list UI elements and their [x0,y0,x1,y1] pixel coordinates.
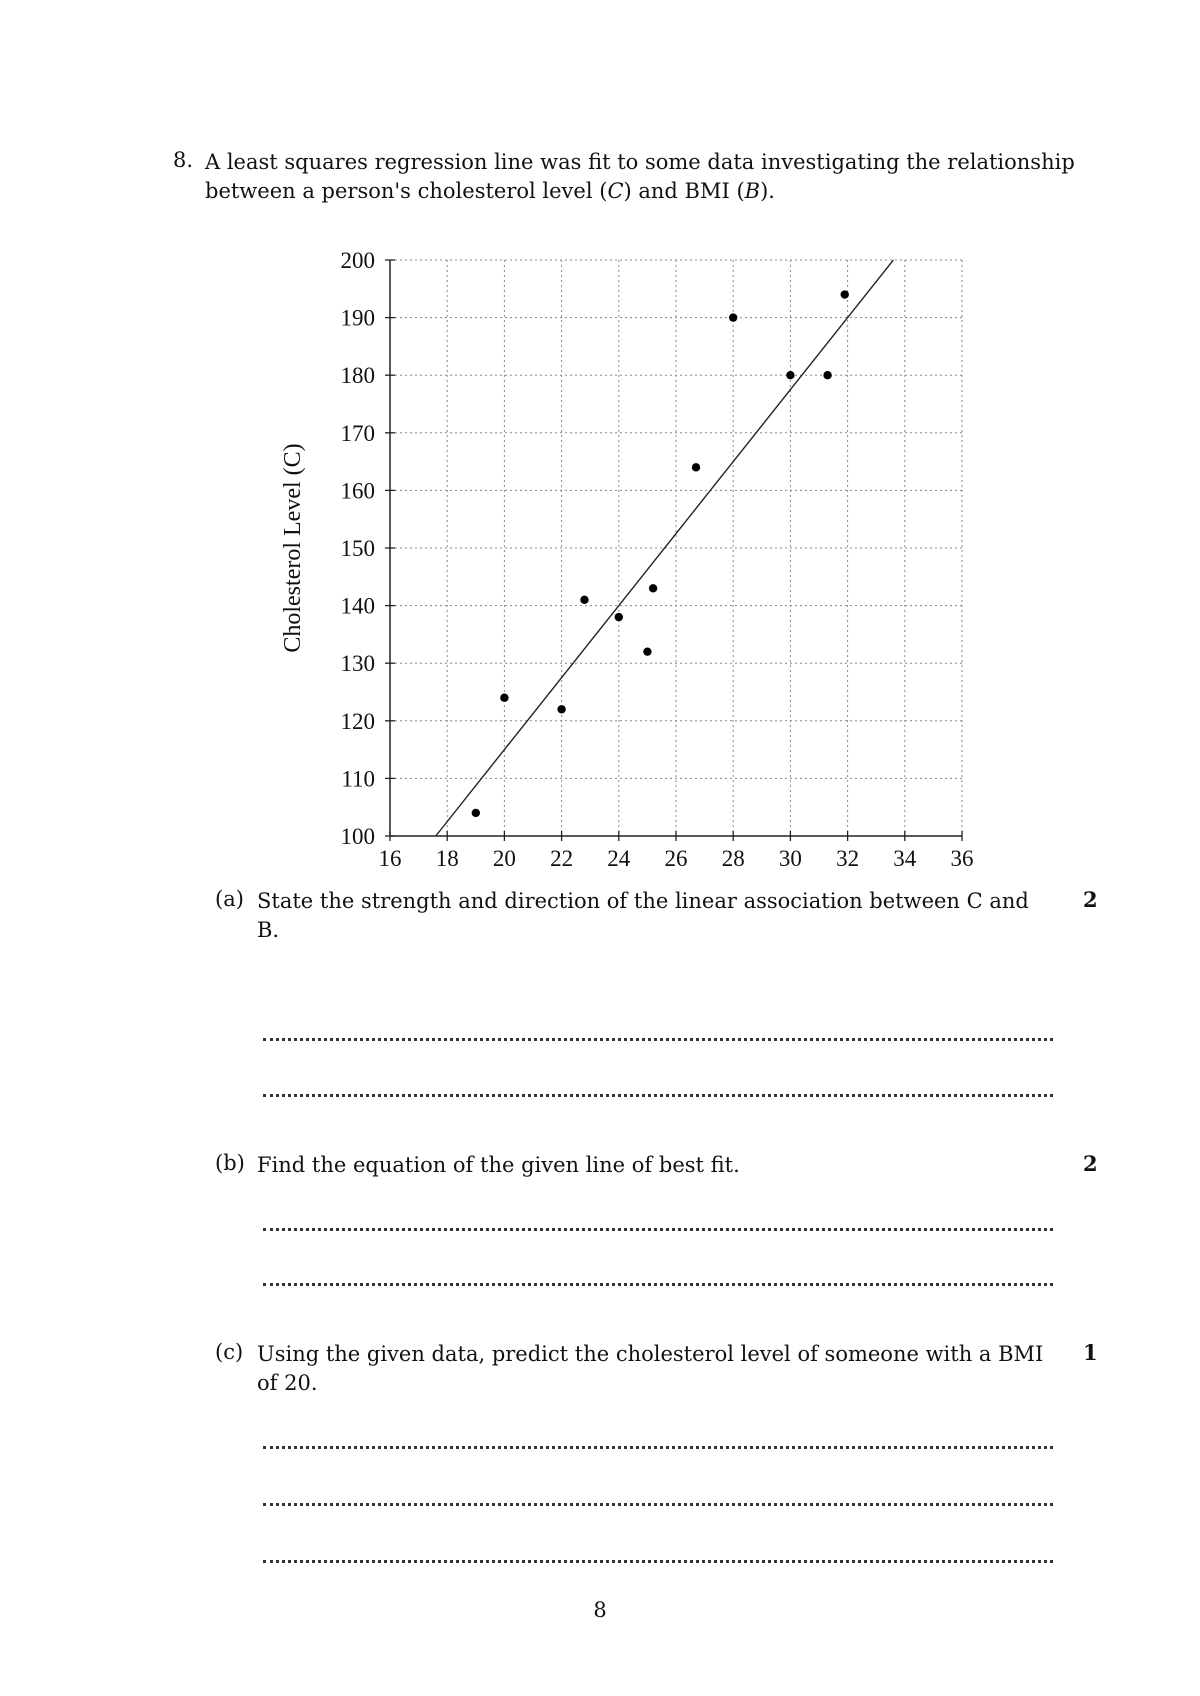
data-point [472,809,480,817]
data-point [557,705,565,713]
question-stem-line-2 [205,177,1065,206]
part-c-marks: 1 [1083,1340,1098,1365]
part-b-answer-line-2[interactable] [263,1283,1053,1286]
chart-grid [390,260,962,836]
x-tick-label: 20 [492,846,516,871]
x-tick-label: 30 [778,846,802,871]
part-a-text: State the strength and direction of the linear association between C and B. [257,889,1029,942]
data-point [786,371,794,379]
x-tick-label: 28 [721,846,745,871]
variable-b: B [744,179,761,203]
y-tick-label: 130 [340,651,375,677]
part-c-answer-line-2[interactable] [263,1503,1053,1506]
y-tick-label: 150 [340,536,375,561]
stem-text-a: between a person's cholesterol level ( [205,179,608,203]
data-point [615,613,623,621]
y-tick-label: 160 [340,478,375,504]
variable-c: C [607,179,624,203]
scatter-chart [270,230,990,880]
question-number: 8. [173,148,194,172]
x-tick-label: 22 [550,846,574,871]
data-point [729,313,737,321]
data-point [500,694,508,702]
x-tick-label: 18 [435,846,459,871]
data-point [692,463,700,471]
part-c-answer-line-3[interactable] [263,1560,1053,1563]
part-b-label: (b) [215,1151,245,1175]
y-tick-label: 200 [340,248,375,273]
data-point [841,290,849,298]
data-point [649,584,657,592]
question-stem-line-1: A least squares regression line was fit to some data investigating the relationship [205,150,1075,174]
x-tick-label: 36 [950,846,974,871]
data-point [823,371,831,379]
part-a-label: (a) [215,887,244,911]
part-b-marks: 2 [1083,1151,1098,1176]
y-tick-label: 170 [340,420,375,446]
chart-axes [385,260,962,841]
part-a-answer-line-1[interactable] [263,1038,1053,1041]
question-stem [205,148,1075,206]
x-tick-label: 32 [836,846,860,871]
part-c-answer-line-1[interactable] [263,1446,1053,1449]
x-tick-label: 34 [893,846,917,871]
page-number: 8 [593,1598,607,1622]
part-a-answer-line-2[interactable] [263,1094,1053,1097]
part-c-label: (c) [215,1340,244,1364]
data-point [580,596,588,604]
y-tick-label: 190 [340,305,375,331]
part-a-marks: 2 [1083,887,1098,912]
part-b-answer-line-1[interactable] [263,1228,1053,1231]
part-c-text: Using the given data, predict the cholesterol level of someone with a BMI of 20. [257,1342,1044,1395]
chart-labels [280,248,974,880]
x-tick-label: 24 [607,846,631,871]
x-tick-label: 16 [378,846,402,871]
stem-text-b: ) and BMI ( [623,179,745,203]
y-tick-label: 120 [340,708,375,734]
x-tick-label: 26 [664,846,688,871]
part-b-text: Find the equation of the given line of best fit. [257,1153,740,1177]
y-tick-label: 140 [340,593,375,619]
stem-text-c: ). [760,179,775,203]
y-axis-label: Cholesterol Level (C) [280,443,306,653]
y-tick-label: 110 [341,766,375,792]
y-tick-label: 180 [340,363,375,389]
y-tick-label: 100 [340,824,375,849]
data-point [643,647,651,655]
